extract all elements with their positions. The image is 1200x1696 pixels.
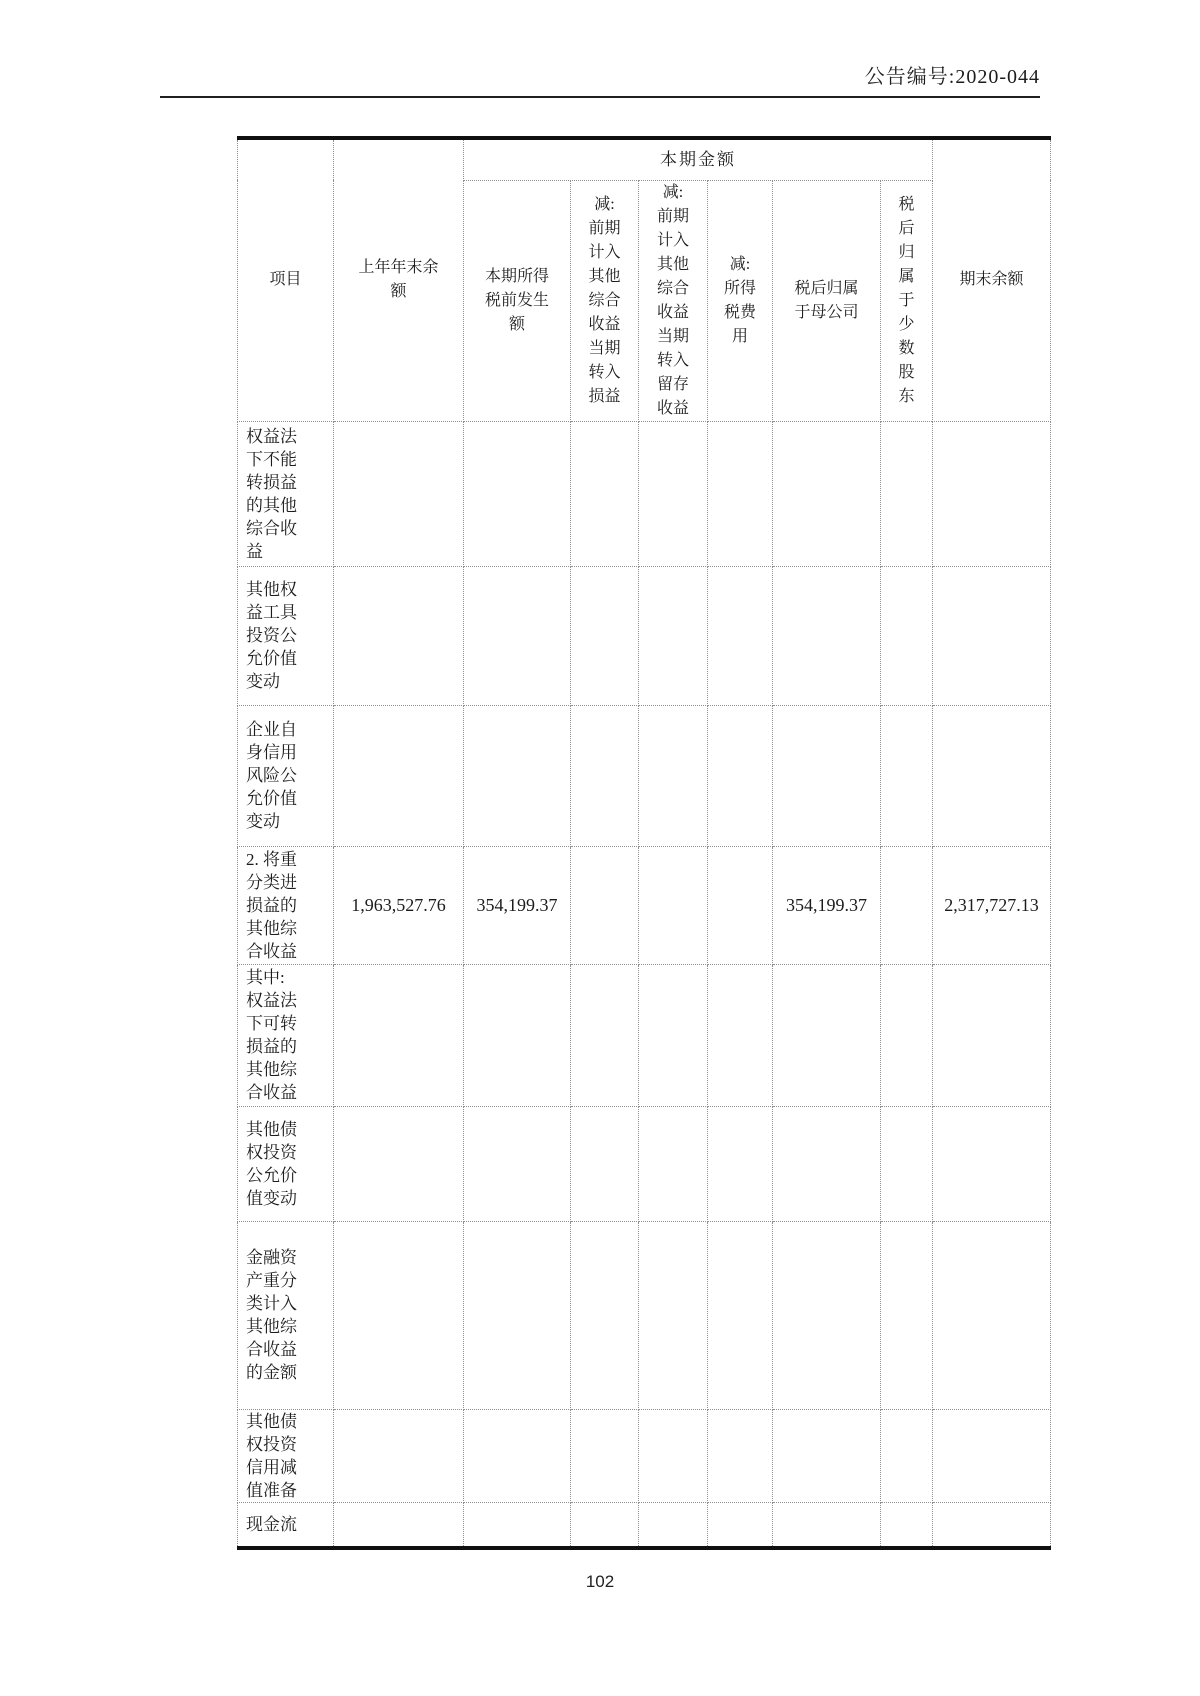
table-row (238, 705, 1051, 846)
row-label: 金融资产重分类计入其他综合收益的金额 (246, 1248, 297, 1382)
table-cell (773, 1502, 881, 1548)
table-cell (334, 964, 464, 1106)
table-cell (571, 1409, 639, 1502)
header-cell-aftertax-minority (881, 180, 933, 421)
row-label-cell (238, 964, 334, 1106)
table-cell (708, 1409, 773, 1502)
table-cell (708, 964, 773, 1106)
header-prev-year-end-label: 上年年末余额 (358, 259, 439, 301)
table-cell (881, 1409, 933, 1502)
header-aftertax-parent-label: 税后归属于母公司 (794, 279, 859, 321)
header-cell-less-transfer-retained (639, 180, 708, 421)
table-row (238, 1409, 1051, 1502)
table-cell (464, 705, 571, 846)
row-label: 其他债权投资公允价值变动 (246, 1119, 297, 1208)
table-cell (571, 705, 639, 846)
table-cell (933, 1502, 1051, 1548)
table-cell (881, 705, 933, 846)
table-cell (571, 846, 639, 964)
table-cell (639, 705, 708, 846)
table-row (238, 846, 1051, 964)
table-cell (708, 1502, 773, 1548)
table-cell (639, 566, 708, 705)
table-cell (571, 566, 639, 705)
header-cell-period-end (933, 138, 1051, 421)
table-cell (334, 1409, 464, 1502)
header-cell-item (238, 138, 334, 421)
table-cell (571, 1221, 639, 1409)
row-label: 其他权益工具投资公允价值变动 (246, 580, 297, 691)
table-cell (708, 705, 773, 846)
table-cell (464, 1502, 571, 1548)
table-cell (773, 421, 881, 566)
table-cell (334, 1221, 464, 1409)
page-number: 102 (585, 1572, 615, 1591)
row-label-cell (238, 705, 334, 846)
table-cell (881, 846, 933, 964)
table-cell (933, 1221, 1051, 1409)
comprehensive-income-table (237, 136, 1051, 1550)
table-cell (881, 1106, 933, 1221)
row-label: 其中:权益法下可转损益的其他综合收益 (246, 968, 297, 1102)
table-cell (571, 421, 639, 566)
table-cell (639, 1502, 708, 1548)
table-cell (334, 1502, 464, 1548)
table-cell (464, 421, 571, 566)
row-label: 权益法下不能转损益的其他综合收益 (246, 426, 297, 561)
table-row (238, 964, 1051, 1106)
header-cell-less-income-tax (708, 180, 773, 421)
table-cell: 354,199.37 (773, 846, 881, 964)
table-cell (334, 421, 464, 566)
table-cell (708, 566, 773, 705)
table-cell (334, 705, 464, 846)
row-label: 现金流 (246, 1514, 297, 1534)
header-less-income-tax-label: 减:所得税费用 (723, 255, 756, 345)
table-cell (773, 964, 881, 1106)
header-aftertax-minority-label: 税后归属于少数股东 (898, 195, 915, 405)
header-pretax-amount-label: 本期所得税前发生额 (484, 267, 549, 333)
announcement-number (160, 60, 1040, 98)
table-cell (933, 964, 1051, 1106)
table-cell (881, 1221, 933, 1409)
table-cell (571, 1106, 639, 1221)
table-cell (933, 421, 1051, 566)
table-cell (773, 1221, 881, 1409)
table-row (238, 1502, 1051, 1548)
row-label-cell (238, 1106, 334, 1221)
row-label: 2. 将重分类进损益的其他综合收益 (246, 849, 297, 961)
row-label: 企业自身信用风险公允价值变动 (246, 720, 297, 831)
table-cell (464, 566, 571, 705)
table-cell (933, 566, 1051, 705)
table-cell (773, 1409, 881, 1502)
table-cell (639, 421, 708, 566)
header-cell-current-period-group: 本期金额 (464, 138, 933, 180)
table-row (238, 566, 1051, 705)
table-cell (639, 1106, 708, 1221)
table-cell: 1,963,527.76 (334, 846, 464, 964)
table-cell (708, 421, 773, 566)
table-cell (881, 421, 933, 566)
row-label-cell (238, 1409, 334, 1502)
table-cell (571, 964, 639, 1106)
header-group-row (238, 138, 1051, 180)
table-cell (933, 705, 1051, 846)
header-cell-pretax-amount (464, 180, 571, 421)
table-cell (464, 1106, 571, 1221)
table-cell (464, 1409, 571, 1502)
table-cell (464, 1221, 571, 1409)
row-label: 其他债权投资信用减值准备 (246, 1411, 297, 1500)
announcement-number-text: 公告编号:2020-044 (864, 66, 1040, 88)
row-label-cell (238, 1502, 334, 1548)
table-cell (639, 964, 708, 1106)
table-cell (639, 1409, 708, 1502)
table-cell (773, 1106, 881, 1221)
header-cell-prev-year-end (334, 138, 464, 421)
table-cell (571, 1502, 639, 1548)
table-cell (708, 1106, 773, 1221)
header-cell-aftertax-parent (773, 180, 881, 421)
table-row (238, 1221, 1051, 1409)
table-cell: 354,199.37 (464, 846, 571, 964)
table-cell (881, 566, 933, 705)
row-label-cell (238, 846, 334, 964)
table-cell: 2,317,727.13 (933, 846, 1051, 964)
table-row (238, 1106, 1051, 1221)
table-cell (773, 566, 881, 705)
table-cell (639, 1221, 708, 1409)
row-label-cell (238, 566, 334, 705)
table-cell (881, 1502, 933, 1548)
table-cell (334, 566, 464, 705)
table-cell (334, 1106, 464, 1221)
table-cell (639, 846, 708, 964)
table-cell (881, 964, 933, 1106)
row-label-cell (238, 1221, 334, 1409)
table-row (238, 421, 1051, 566)
table-cell (773, 705, 881, 846)
table-cell (708, 1221, 773, 1409)
table-cell (708, 846, 773, 964)
table-cell (464, 964, 571, 1106)
header-period-end-label: 期末余额 (959, 271, 1024, 289)
header-less-transfer-retained-label: 减:前期计入其他综合收益当期转入留存收益 (656, 183, 689, 417)
table-cell (933, 1409, 1051, 1502)
header-less-transfer-pl-label: 减:前期计入其他综合收益当期转入损益 (588, 195, 621, 405)
header-item-label: 项目 (269, 271, 302, 289)
table-cell (933, 1106, 1051, 1221)
row-label-cell (238, 421, 334, 566)
header-cell-less-transfer-pl (571, 180, 639, 421)
